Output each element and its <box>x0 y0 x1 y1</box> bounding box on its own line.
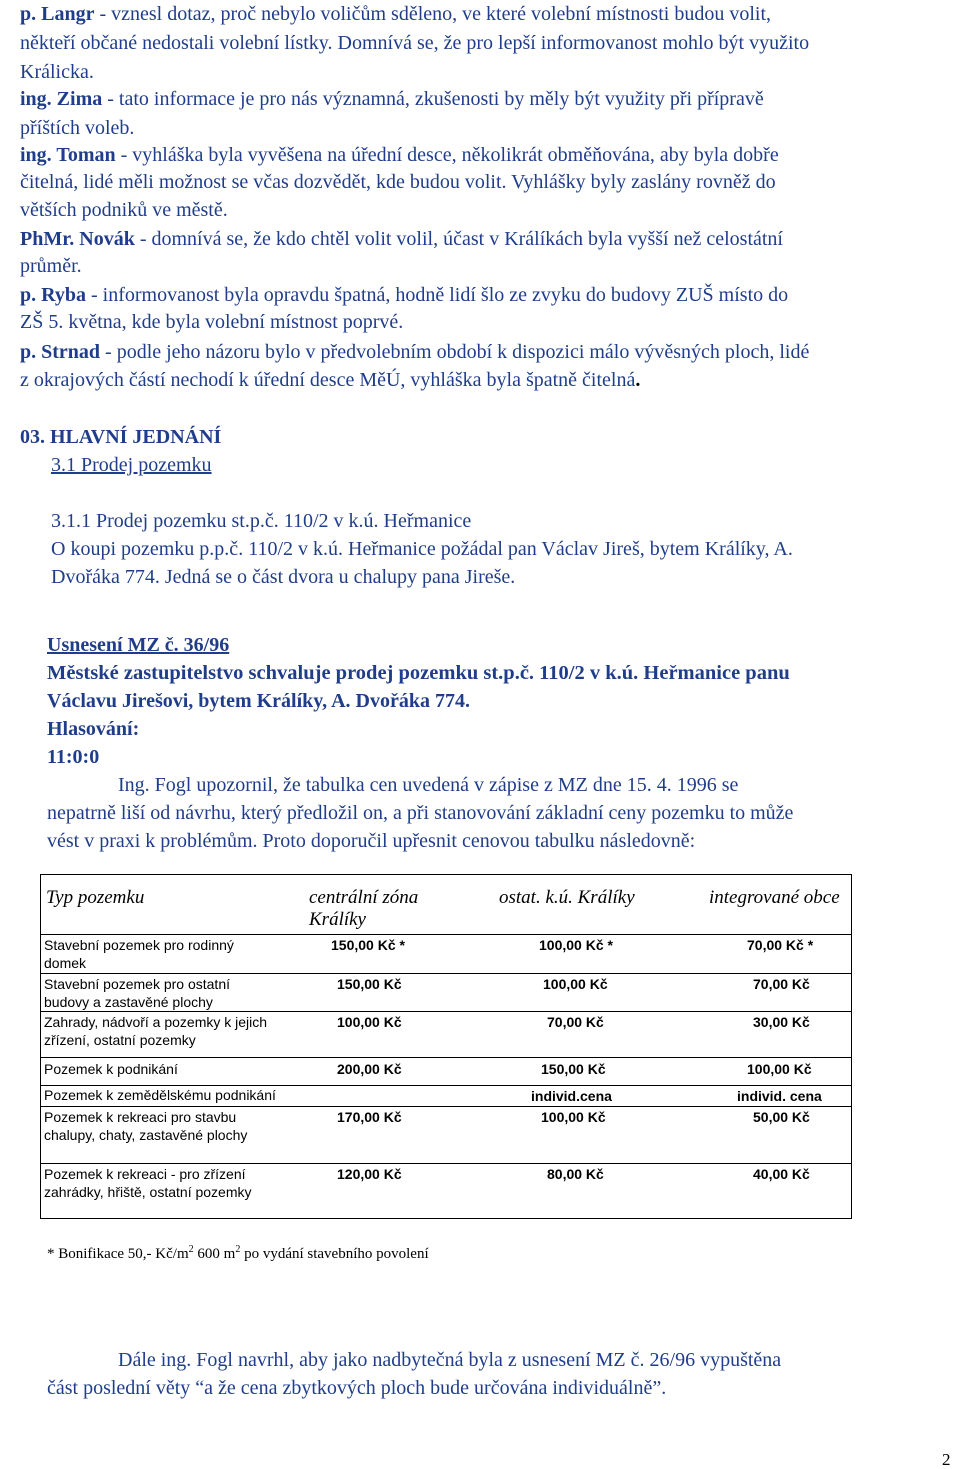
speaker-name: PhMr. Novák <box>20 228 135 250</box>
paragraph-novak-line-2: průměr. <box>20 255 82 277</box>
resolution-line-2: Václavu Jirešovi, bytem Králíky, A. Dvořáka 774. <box>47 690 470 712</box>
table-cell: 150,00 Kč <box>541 1061 606 1077</box>
table-cell: 100,00 Kč * <box>539 937 613 953</box>
superscript: 2 <box>235 1244 241 1255</box>
resolution-title <box>47 633 229 657</box>
superscript: 2 <box>188 1244 194 1255</box>
table-divider <box>41 1106 851 1107</box>
table-divider <box>41 1163 851 1164</box>
table-row-label: Stavební pozemek pro ostatní budovy a zastavěné plochy <box>44 976 230 1010</box>
fogl-line-2: nepatrně liší od návrhu, který předložil on, a při stanovování základní ceny pozemku to může <box>47 802 794 824</box>
item-title: 3.1.1 Prodej pozemku st.p.č. 110/2 v k.ú. Heřmanice <box>51 510 472 532</box>
table-cell: individ.cena <box>531 1088 612 1104</box>
table-cell: 170,00 Kč <box>337 1109 402 1125</box>
paragraph-zima-line-2: příštích voleb. <box>20 117 135 139</box>
paragraph-text: - domnívá se, že kdo chtěl volit volil, účast v Králíkách byla vyšší než celostátní <box>134 228 783 250</box>
table-cell: 150,00 Kč * <box>331 937 405 953</box>
paragraph-toman-line-1 <box>20 143 779 167</box>
resolution-title-text: Usnesení MZ č. 36/96 <box>47 634 230 656</box>
paragraph-toman-line-3: větších podniků ve městě. <box>20 199 228 221</box>
vote-label: Hlasování: <box>47 718 140 740</box>
paragraph-novak-line-1 <box>20 227 783 251</box>
table-row-label: Pozemek k podnikání <box>44 1061 178 1077</box>
paragraph-text: - vznesl dotaz, proč nebylo voličům sděleno, ve které volební místnosti budou volit, <box>94 3 772 25</box>
footnote-text: po vydání stavebního povolení <box>240 1246 429 1262</box>
fogl-line-3: vést v praxi k problémům. Proto doporučil upřesnit cenovou tabulku následovně: <box>47 830 696 852</box>
closing-line-2: část poslední věty “a že cena zbytkových ploch bude určována individuálně”. <box>47 1377 667 1399</box>
paragraph-text: - tato informace je pro nás významná, zkušenosti by měly být využity při přípravě <box>102 88 764 110</box>
table-cell: 100,00 Kč <box>337 1014 402 1030</box>
table-cell: 70,00 Kč * <box>747 937 814 953</box>
section-heading: 03. HLAVNÍ JEDNÁNÍ <box>20 426 222 448</box>
table-row-label: Pozemek k rekreaci - pro zřízení zahrádky, hřiště, ostatní pozemky <box>44 1166 252 1200</box>
paragraph-text: - podle jeho názoru bylo v předvolebním období k dispozici málo vývěsných ploch, lidé <box>100 341 810 363</box>
table-row-label: Zahrady, nádvoří a pozemky k jejich zřízení, ostatní pozemky <box>44 1014 268 1048</box>
speaker-name: ing. Toman <box>20 144 116 166</box>
table-cell: 70,00 Kč <box>547 1014 604 1030</box>
table-cell: 70,00 Kč <box>753 976 810 992</box>
item-text-line-2: Dvořáka 774. Jedná se o část dvora u chalupy pana Jireše. <box>51 566 516 588</box>
period: . <box>635 369 641 391</box>
table-cell: individ. cena <box>737 1088 822 1104</box>
fogl-line-1: Ing. Fogl upozornil, že tabulka cen uvedená v zápise z MZ dne 15. 4. 1996 se <box>118 774 739 796</box>
table-header-type: Typ pozemku <box>46 887 145 908</box>
paragraph-strnad-line-1 <box>20 340 809 364</box>
table-divider <box>41 1011 851 1012</box>
table-divider <box>41 1057 851 1058</box>
table-cell: 80,00 Kč <box>547 1166 604 1182</box>
paragraph-langr-line-3: Králicka. <box>20 61 94 83</box>
page-number: 2 <box>942 1450 951 1469</box>
footnote <box>47 1240 429 1264</box>
paragraph-langr-line-1 <box>20 2 771 26</box>
paragraph-ryba-line-1 <box>20 283 788 307</box>
table-cell: 40,00 Kč <box>753 1166 810 1182</box>
speaker-name: p. Ryba <box>20 284 86 306</box>
paragraph-langr-line-2: někteří občané nedostali volební lístky. Domnívá se, že pro lepší informovanost mohlo být využito <box>20 32 810 54</box>
table-header-other: ostat. k.ú. Králíky <box>499 887 635 908</box>
table-divider <box>41 934 851 935</box>
table-cell: 100,00 Kč <box>543 976 608 992</box>
table-cell: 30,00 Kč <box>753 1014 810 1030</box>
item-text-line-1: O koupi pozemku p.p.č. 110/2 v k.ú. Heřmanice požádal pan Václav Jireš, bytem Králíky, A. <box>51 538 793 560</box>
speaker-name: p. Langr <box>20 3 95 25</box>
subsection-heading: 3.1 Prodej pozemku <box>51 454 212 476</box>
table-header-central: centrální zóna Králíky <box>309 887 419 930</box>
footnote-text: 600 m <box>193 1246 236 1262</box>
table-cell: 100,00 Kč <box>541 1109 606 1125</box>
table-cell: 100,00 Kč <box>747 1061 812 1077</box>
table-header-integrated: integrované obce <box>709 887 840 908</box>
resolution-line-1: Městské zastupitelstvo schvaluje prodej pozemku st.p.č. 110/2 v k.ú. Heřmanice panu <box>47 662 790 684</box>
table-cell: 120,00 Kč <box>337 1166 402 1182</box>
speaker-name: ing. Zima <box>20 88 103 110</box>
paragraph-text: - informovanost byla opravdu špatná, hodně lidí šlo ze zvyku do budovy ZUŠ místo do <box>86 284 789 306</box>
table-cell: 50,00 Kč <box>753 1109 810 1125</box>
paragraph-toman-line-2: čitelná, lidé měli možnost se včas dozvědět, kde budou volit. Vyhlášky byly zaslány rovněž do <box>20 171 776 193</box>
vote-result: 11:0:0 <box>47 746 100 768</box>
footnote-text: * Bonifikace 50,- Kč/m <box>47 1246 189 1262</box>
paragraph-zima-line-1 <box>20 87 764 111</box>
price-table <box>40 874 852 1219</box>
table-cell: 200,00 Kč <box>337 1061 402 1077</box>
closing-line-1: Dále ing. Fogl navrhl, aby jako nadbytečná byla z usnesení MZ č. 26/96 vypuštěna <box>118 1349 782 1371</box>
paragraph-ryba-line-2: ZŠ 5. května, kde byla volební místnost poprvé. <box>20 311 404 333</box>
paragraph-strnad-line-2 <box>20 368 640 392</box>
paragraph-text: - vyhláška byla vyvěšena na úřední desce, několikrát obměňována, aby byla dobře <box>115 144 779 166</box>
speaker-name: p. Strnad <box>20 341 101 363</box>
table-row-label: Stavební pozemek pro rodinný domek <box>44 937 234 971</box>
paragraph-text: z okrajových částí nechodí k úřední desce MěÚ, vyhláška byla špatně čitelná <box>20 369 636 391</box>
table-row-label: Pozemek k rekreaci pro stavbu chalupy, chaty, zastavěné plochy <box>44 1109 248 1143</box>
table-divider <box>41 973 851 974</box>
table-cell: 150,00 Kč <box>337 976 402 992</box>
table-row-label: Pozemek k zemědělskému podnikání <box>44 1087 276 1103</box>
